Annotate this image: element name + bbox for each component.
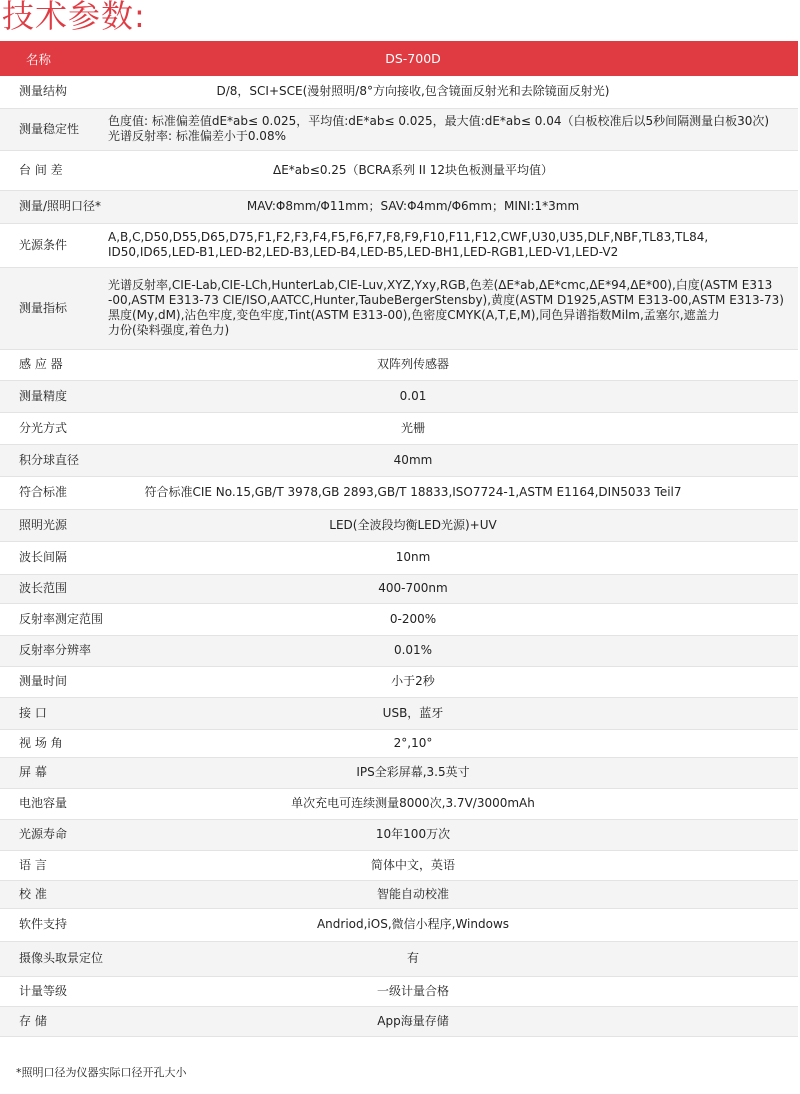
spec-value-line: 黑度(My,dM),沾色牢度,变色牢度,Tint(ASTM E313-00),色密度CMYK(A,T,E,M),同色异谱指数Milm,孟塞尔,遮盖力	[108, 308, 720, 322]
spec-value-line: ID50,ID65,LED-B1,LED-B2,LED-B3,LED-B4,LED-B5,LED-BH1,LED-RGB1,LED-V1,LED-V2	[108, 245, 619, 259]
spec-value-line: 光栅	[400, 420, 425, 435]
table-row	[0, 108, 798, 150]
spec-value	[108, 788, 798, 819]
spec-value	[108, 603, 798, 635]
spec-value-line: 10年100万次	[375, 827, 451, 841]
table-row	[0, 666, 798, 697]
spec-value-line: Andriod,iOS,微信小程序,Windows	[316, 917, 510, 931]
table-row	[0, 757, 798, 788]
spec-value	[108, 697, 798, 729]
spec-value	[108, 757, 798, 788]
spec-value-line: LED(全波段均衡LED光源)+UV	[329, 517, 497, 532]
spec-value	[108, 267, 798, 349]
spec-value-line: 简体中文，英语	[370, 857, 455, 872]
table-row	[0, 76, 798, 108]
table-row	[0, 380, 798, 412]
spec-value-line: 智能自动校准	[376, 886, 449, 901]
table-row	[0, 509, 798, 541]
spec-value	[108, 976, 798, 1006]
spec-label: 校 准	[0, 880, 108, 908]
spec-label: 感 应 器	[0, 349, 108, 380]
spec-label: 测量指标	[0, 267, 108, 349]
spec-label: 接 口	[0, 697, 108, 729]
spec-value-line: IPS全彩屏幕,3.5英寸	[356, 765, 470, 779]
spec-label: 软件支持	[0, 908, 108, 941]
spec-table	[0, 41, 798, 1037]
table-row	[0, 603, 798, 635]
spec-label: 语 言	[0, 850, 108, 880]
spec-value-line: App海量存储	[377, 1013, 449, 1028]
spec-value-line: 符合标准CIE No.15,GB/T 3978,GB 2893,GB/T 18833,ISO7724-1,ASTM E1164,DIN5033 Teil7	[144, 485, 682, 499]
spec-value-line: 有	[406, 951, 419, 965]
spec-label: 光源条件	[0, 223, 108, 267]
spec-label: 测量/照明口径*	[0, 190, 108, 223]
spec-value-line: 一级计量合格	[376, 983, 449, 998]
spec-value-line: 0.01	[399, 388, 427, 403]
header-model-label: DS-700D	[385, 51, 441, 66]
spec-label: 波长范围	[0, 574, 108, 603]
spec-label: 分光方式	[0, 412, 108, 444]
table-row	[0, 444, 798, 476]
table-row	[0, 635, 798, 666]
table-row	[0, 476, 798, 509]
spec-value-line: USB，蓝牙	[382, 705, 444, 720]
spec-label: 视 场 角	[0, 729, 108, 757]
spec-value	[108, 635, 798, 666]
spec-value	[108, 190, 798, 223]
spec-value-line: 0.01%	[393, 643, 433, 657]
spec-value	[108, 380, 798, 412]
spec-value-line: 10nm	[395, 550, 431, 564]
spec-label: 反射率测定范围	[0, 603, 108, 635]
spec-value	[108, 941, 798, 976]
spec-label: 存 储	[0, 1006, 108, 1036]
spec-value-line: 双阵列传感器	[376, 357, 449, 371]
spec-value	[108, 574, 798, 603]
spec-label: 测量时间	[0, 666, 108, 697]
spec-label: 测量精度	[0, 380, 108, 412]
spec-value	[108, 541, 798, 574]
table-row	[0, 190, 798, 223]
table-row	[0, 850, 798, 880]
table-row	[0, 788, 798, 819]
spec-value-line: 单次充电可连续测量8000次,3.7V/3000mAh	[291, 796, 535, 810]
spec-label: 光源寿命	[0, 819, 108, 850]
spec-label: 照明光源	[0, 509, 108, 541]
spec-value-line: A,B,C,D50,D55,D65,D75,F1,F2,F3,F4,F5,F6,F7,F8,F9,F10,F11,F12,CWF,U30,U35,DLF,NBF,TL83,TL84,	[108, 230, 709, 244]
spec-label: 符合标准	[0, 476, 108, 509]
table-row	[0, 1006, 798, 1036]
spec-label: 积分球直径	[0, 444, 108, 476]
spec-label: 计量等级	[0, 976, 108, 1006]
spec-value	[108, 1006, 798, 1036]
table-row	[0, 412, 798, 444]
spec-value-line: D/8，SCI+SCE(漫射照明/8°方向接收,包含镜面反射光和去除镜面反射光)	[216, 84, 610, 99]
spec-table-body	[0, 76, 798, 1036]
spec-value-line: 色度值: 标准偏差值dE*ab≤ 0.025，平均值:dE*ab≤ 0.025，最大值:dE*ab≤ 0.04（白板校准后以5秒间隔测量白板30次)	[108, 114, 770, 128]
page-title: 技术参数:	[2, 0, 146, 35]
table-row	[0, 697, 798, 729]
spec-value	[108, 476, 798, 509]
table-row	[0, 349, 798, 380]
table-row	[0, 880, 798, 908]
table-row	[0, 150, 798, 190]
spec-label: 屏 幕	[0, 757, 108, 788]
spec-label: 摄像头取景定位	[0, 941, 108, 976]
spec-value-line: -00,ASTM E313-73 CIE/ISO,AATCC,Hunter,TaubeBergerStensby),黄度(ASTM D1925,ASTM E313-00,ASTM E313-73)	[108, 293, 784, 307]
spec-value	[108, 223, 798, 267]
spec-value	[108, 850, 798, 880]
spec-value-line: 小于2秒	[391, 674, 435, 688]
spec-value	[108, 349, 798, 380]
spec-value-line: MAV:Φ8mm/Φ11mm；SAV:Φ4mm/Φ6mm；MINI:1*3mm	[246, 199, 580, 213]
spec-value	[108, 509, 798, 541]
table-row	[0, 976, 798, 1006]
spec-value-line: 400-700nm	[378, 581, 448, 595]
table-row	[0, 574, 798, 603]
spec-value-line: 光谱反射率: 标准偏差小于0.08%	[108, 129, 286, 143]
spec-value	[108, 108, 798, 150]
spec-label: 反射率分辨率	[0, 635, 108, 666]
table-row	[0, 223, 798, 267]
header-name-label: 名称	[26, 51, 52, 67]
table-header-row	[0, 41, 798, 76]
table-row	[0, 819, 798, 850]
spec-label: 测量结构	[0, 76, 108, 108]
spec-label: 台 间 差	[0, 150, 108, 190]
table-row	[0, 941, 798, 976]
spec-label: 电池容量	[0, 788, 108, 819]
spec-value-line: 40mm	[393, 452, 433, 467]
spec-label: 波长间隔	[0, 541, 108, 574]
spec-value	[108, 729, 798, 757]
spec-value-line: ΔE*ab≤0.25（BCRA系列 II 12块色板测量平均值）	[273, 162, 553, 177]
spec-value-line: 力份(染料强度,着色力)	[108, 323, 230, 337]
spec-value-line: 0-200%	[389, 611, 437, 626]
spec-value	[108, 76, 798, 108]
spec-value	[108, 444, 798, 476]
table-row	[0, 729, 798, 757]
table-row	[0, 541, 798, 574]
table-row	[0, 267, 798, 349]
spec-value	[108, 908, 798, 941]
spec-value	[108, 666, 798, 697]
spec-value-line: 2°,10°	[393, 735, 433, 750]
spec-value	[108, 880, 798, 908]
spec-label: 测量稳定性	[0, 108, 108, 150]
table-row	[0, 908, 798, 941]
spec-value	[108, 150, 798, 190]
footnote: *照明口径为仪器实际口径开孔大小	[16, 1066, 187, 1079]
spec-value	[108, 819, 798, 850]
spec-value-line: 光谱反射率,CIE-Lab,CIE-LCh,HunterLab,CIE-Luv,XYZ,Yxy,RGB,色差(ΔE*ab,ΔE*cmc,ΔE*94,ΔE*00),白度(ASTM E313	[108, 278, 773, 292]
spec-value	[108, 412, 798, 444]
